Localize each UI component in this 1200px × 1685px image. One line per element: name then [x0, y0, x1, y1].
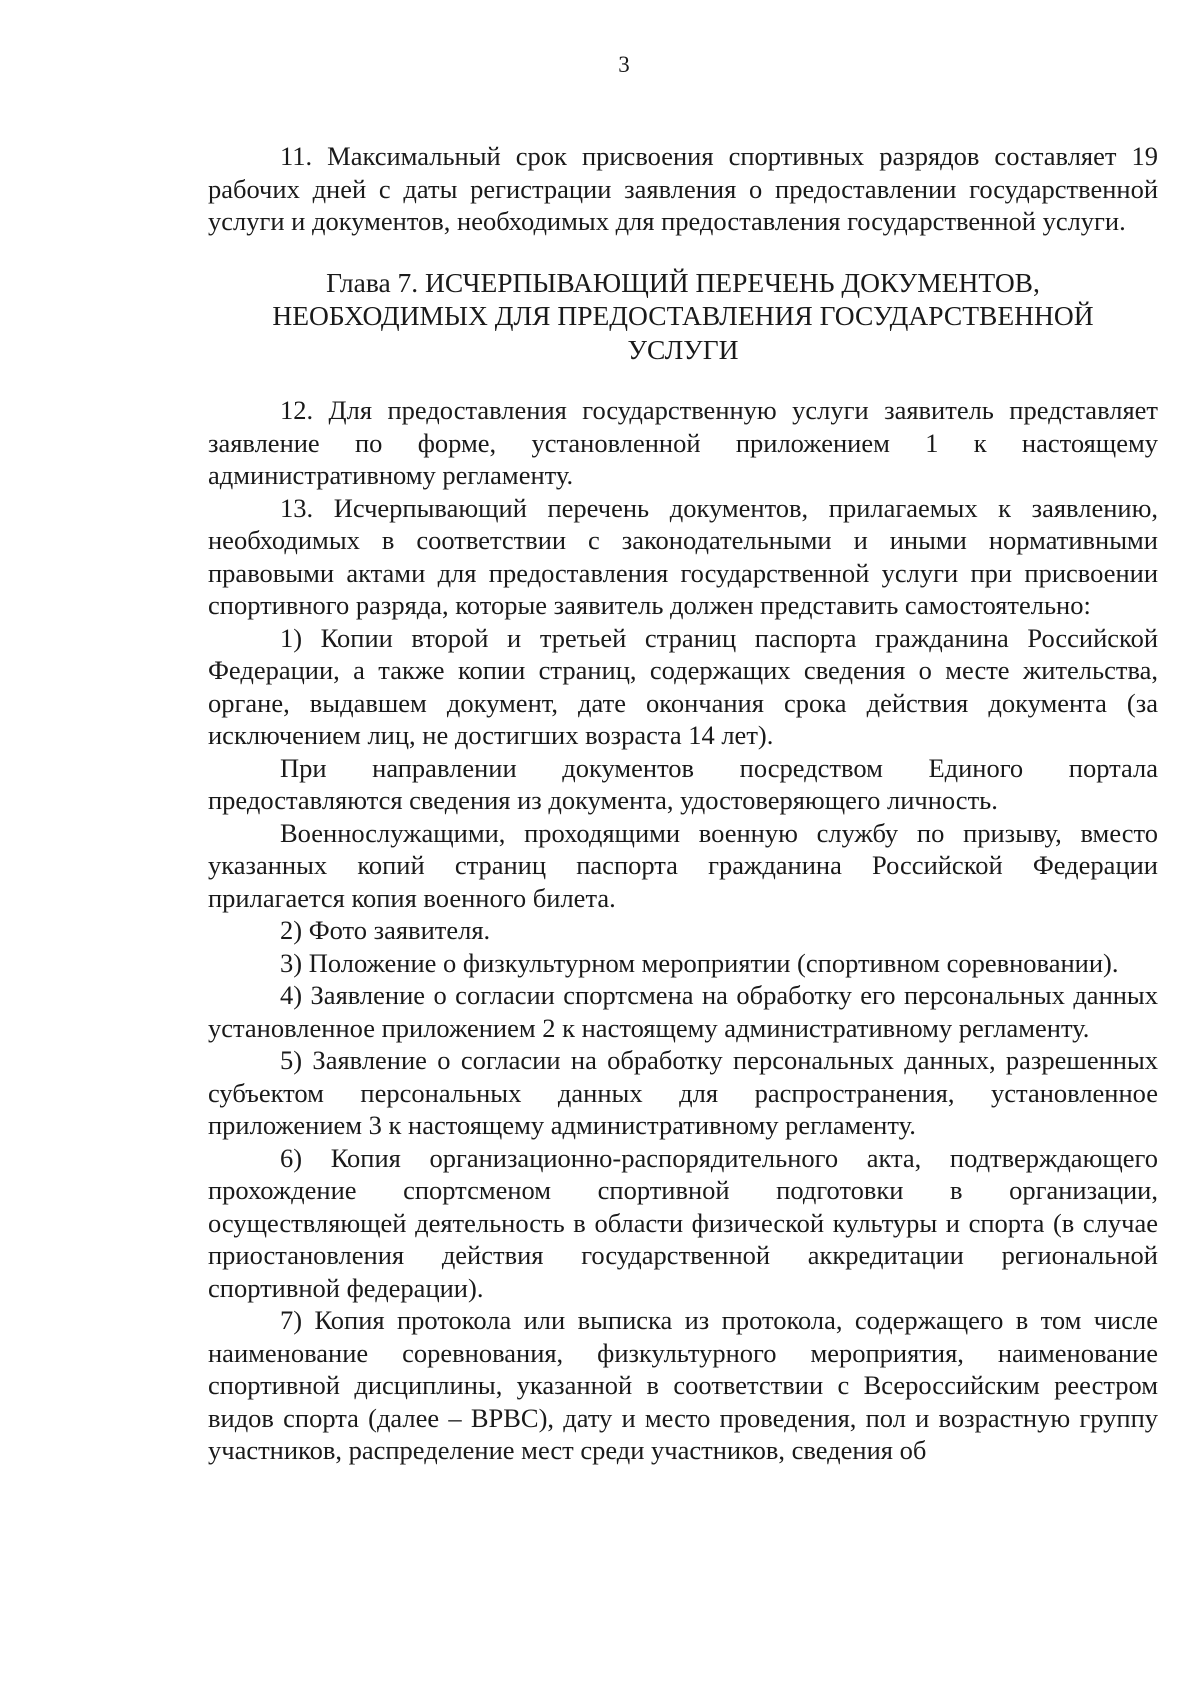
list-item-6: 6) Копия организационно-распорядительного акта, подтверждающего прохождение спортсменом спортивной подготовки в организации, осуществляющей деятельность в области физической культуры и спорта (в случае приостановления действия государственной аккредитации региональной спортивной федерации).: [208, 1142, 1158, 1303]
paragraph-military: Военнослужащими, проходящими военную службу по призыву, вместо указанных копий страниц паспорта гражданина Российской Федерации прилагается копия военного билета.: [208, 817, 1158, 913]
chapter-heading-line: Глава 7. ИСЧЕРПЫВАЮЩИЙ ПЕРЕЧЕНЬ ДОКУМЕНТОВ,: [326, 266, 1040, 298]
paragraph-11: 11. Максимальный срок присвоения спортивных разрядов составляет 19 рабочих дней с даты регистрации заявления о предоставлении государственной услуги и документов, необходимых для предоставления государственной услуги.: [208, 141, 1158, 236]
document-body: [208, 140, 1158, 1467]
list-item-2: 2) Фото заявителя.: [280, 915, 491, 945]
paragraph-13: 13. Исчерпывающий перечень документов, прилагаемых к заявлению, необходимых в соответствии с законодательными и иными нормативными правовыми актами для предоставления государственной услуги при присвоении спортивного разряда, которые заявитель должен представить самостоятельно:: [208, 492, 1158, 620]
page-number: 3: [618, 52, 630, 77]
list-item-4: 4) Заявление о согласии спортсмена на обработку его персональных данных установленное приложением 2 к настоящему административному регламенту.: [208, 980, 1158, 1043]
list-item-3: 3) Положение о физкультурном мероприятии (спортивном соревновании).: [280, 947, 1119, 978]
paragraph-portal: При направлении документов посредством Единого портала предоставляются сведения из документа, удостоверяющего личность.: [208, 752, 1158, 815]
chapter-heading-line: УСЛУГИ: [627, 333, 739, 365]
chapter-heading: [208, 266, 1158, 367]
list-item-7: 7) Копия протокола или выписка из протокола, содержащего в том числе наименование соревнования, физкультурного мероприятия, наименование спортивной дисциплины, указанной в соответствии с Всероссийским реестром видов спорта (далее – ВРВС), дату и место проведения, пол и возрастную группу участников, распределение мест среди участников, сведения об: [208, 1305, 1158, 1465]
list-item-5: 5) Заявление о согласии на обработку персональных данных, разрешенных субъектом персональных данных для распространения, установленное приложением 3 к настоящему административному регламенту.: [208, 1045, 1158, 1140]
chapter-heading-line: НЕОБХОДИМЫХ ДЛЯ ПРЕДОСТАВЛЕНИЯ ГОСУДАРСТВЕННОЙ: [272, 300, 1094, 331]
paragraph-12: 12. Для предоставления государственную услуги заявитель представляет заявление по форме, установленной приложением 1 к настоящему административному регламенту.: [208, 395, 1158, 490]
list-item-1: 1) Копии второй и третьей страниц паспорта гражданина Российской Федерации, а также копии страниц, содержащих сведения о месте жительства, органе, выдавшем документ, дате окончания срока действия документа (за исключением лиц, не достигших возраста 14 лет).: [208, 622, 1158, 750]
